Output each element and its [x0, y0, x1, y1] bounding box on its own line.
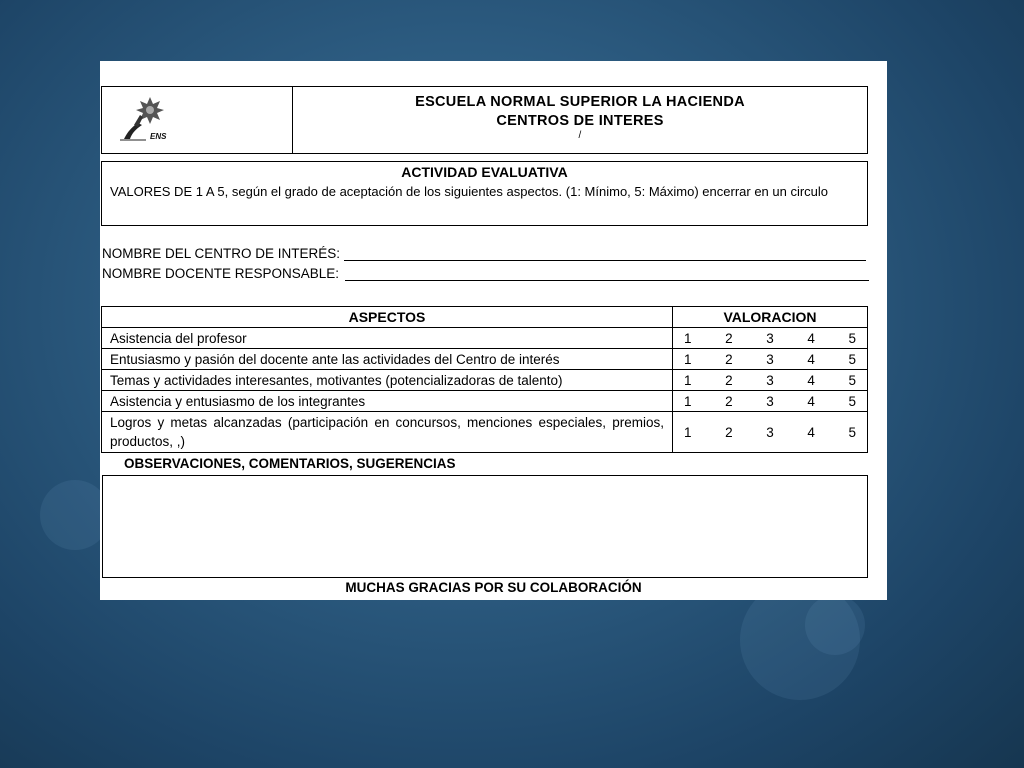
rating-option[interactable]: 5 [848, 330, 856, 346]
rating-option[interactable]: 3 [766, 330, 774, 346]
form-header [101, 86, 868, 154]
rating-scale [681, 425, 859, 440]
table-row [102, 391, 868, 412]
rating-option[interactable]: 3 [766, 351, 774, 367]
evaluation-table [101, 306, 868, 453]
rating-cell [673, 349, 868, 370]
teacher-name-field[interactable] [102, 266, 869, 281]
header-title [293, 87, 867, 153]
table-header-row [102, 307, 868, 328]
rating-cell [673, 391, 868, 412]
aspects-header: ASPECTOS [102, 307, 673, 328]
rating-option[interactable]: 2 [725, 330, 733, 346]
rating-option[interactable]: 1 [684, 351, 692, 367]
table-row [102, 328, 868, 349]
logo-cell [102, 87, 293, 153]
aspect-label: Entusiasmo y pasión del docente ante las actividades del Centro de interés [102, 349, 673, 370]
rating-scale [681, 352, 859, 367]
center-name-label: NOMBRE DEL CENTRO DE INTERÉS: [102, 246, 341, 261]
form-subtitle: CENTROS DE INTERES [496, 113, 664, 129]
teacher-name-blank[interactable] [345, 266, 869, 281]
rating-option[interactable]: 4 [807, 330, 815, 346]
rating-option[interactable]: 1 [684, 393, 692, 409]
school-logo-icon [116, 95, 176, 143]
rating-option[interactable]: 5 [848, 372, 856, 388]
activity-box [101, 161, 868, 226]
table-row [102, 349, 868, 370]
teacher-name-label: NOMBRE DOCENTE RESPONSABLE: [102, 266, 340, 281]
rating-option[interactable]: 2 [725, 351, 733, 367]
rating-header: VALORACION [673, 307, 868, 328]
activity-title: ACTIVIDAD EVALUATIVA [401, 164, 568, 180]
rating-option[interactable]: 2 [725, 393, 733, 409]
rating-option[interactable]: 1 [684, 424, 692, 440]
rating-option[interactable]: 2 [725, 372, 733, 388]
rating-option[interactable]: 4 [807, 351, 815, 367]
header-tick-mark: / [578, 130, 582, 141]
center-name-field[interactable] [102, 246, 866, 261]
table-row [102, 412, 868, 453]
logo-text: ENS [150, 132, 167, 141]
rating-option[interactable]: 2 [725, 424, 733, 440]
rating-option[interactable]: 5 [848, 351, 856, 367]
thanks-footer: MUCHAS GRACIAS POR SU COLABORACIÓN [345, 580, 642, 595]
center-name-blank[interactable] [344, 246, 866, 261]
rating-option[interactable]: 3 [766, 393, 774, 409]
rating-scale [681, 373, 859, 388]
rating-option[interactable]: 1 [684, 330, 692, 346]
rating-option[interactable]: 4 [807, 372, 815, 388]
rating-option[interactable]: 5 [848, 393, 856, 409]
school-name: ESCUELA NORMAL SUPERIOR LA HACIENDA [415, 94, 745, 110]
background-bokeh [805, 595, 865, 655]
rating-option[interactable]: 3 [766, 424, 774, 440]
table-row [102, 370, 868, 391]
aspect-label: Asistencia del profesor [102, 328, 673, 349]
activity-description: VALORES DE 1 A 5, según el grado de aceptación de los siguientes aspectos. (1: Mínimo, 5: Máximo) encerrar en un circulo [110, 184, 829, 199]
observations-title: OBSERVACIONES, COMENTARIOS, SUGERENCIAS [124, 456, 456, 471]
rating-scale [681, 394, 859, 409]
rating-option[interactable]: 5 [848, 424, 856, 440]
aspect-label: Logros y metas alcanzadas (participación en concursos, menciones especiales, premios, productos, ,) [102, 412, 673, 453]
aspect-label: Asistencia y entusiasmo de los integrantes [102, 391, 673, 412]
rating-cell [673, 328, 868, 349]
rating-option[interactable]: 4 [807, 424, 815, 440]
rating-option[interactable]: 3 [766, 372, 774, 388]
rating-option[interactable]: 4 [807, 393, 815, 409]
aspect-label: Temas y actividades interesantes, motivantes (potencializadoras de talento) [102, 370, 673, 391]
evaluation-form [100, 61, 887, 600]
rating-scale [681, 331, 859, 346]
rating-cell [673, 412, 868, 453]
observations-box[interactable] [102, 475, 868, 578]
rating-option[interactable]: 1 [684, 372, 692, 388]
rating-cell [673, 370, 868, 391]
